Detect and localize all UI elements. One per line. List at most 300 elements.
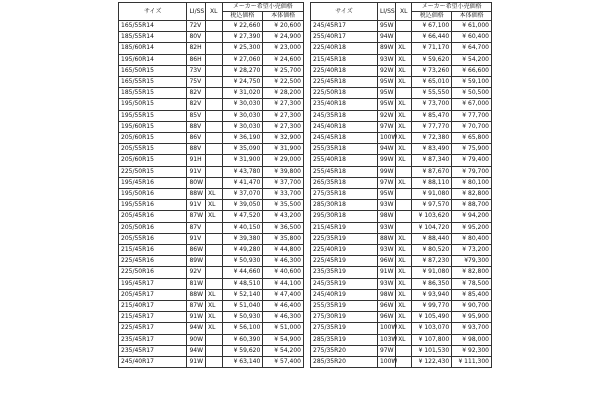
table-row — [119, 245, 304, 256]
price-base-cell: ¥ 111,300 — [452, 357, 492, 368]
price-base-cell: ¥ 44,100 — [263, 278, 304, 289]
load-speed-cell: 90W — [187, 334, 206, 345]
load-speed-cell: 98W — [377, 211, 395, 222]
load-speed-cell: 98W — [377, 289, 395, 300]
tire-size-cell: 235/45R17 — [119, 334, 187, 345]
xl-cell — [205, 43, 222, 54]
price-tax-incl-cell: ¥ 91,080 — [412, 267, 452, 278]
xl-cell: XL — [396, 301, 412, 312]
price-tax-incl-cell: ¥ 103,620 — [412, 211, 452, 222]
tire-size-cell: 205/45R17 — [119, 289, 187, 300]
price-tax-incl-cell: ¥ 87,340 — [412, 155, 452, 166]
xl-cell: XL — [205, 189, 222, 200]
load-speed-cell: 92W — [377, 65, 395, 76]
tire-size-cell: 235/40R18 — [311, 99, 378, 110]
tire-size-cell: 235/45R17 — [119, 345, 187, 356]
price-tax-incl-cell: ¥ 97,570 — [412, 200, 452, 211]
load-speed-cell: 96W — [377, 312, 395, 323]
tire-size-cell: 255/40R17 — [311, 32, 378, 43]
price-base-cell: ¥ 79,700 — [452, 166, 492, 177]
load-speed-cell: 92W — [377, 110, 395, 121]
tire-size-cell: 215/40R17 — [119, 301, 187, 312]
price-tax-incl-cell: ¥ 59,620 — [222, 345, 263, 356]
table-row — [311, 233, 492, 244]
tire-size-cell: 275/35R18 — [311, 189, 378, 200]
table-row — [119, 65, 304, 76]
load-speed-cell: 91W — [377, 267, 395, 278]
header-msrp: メーカー希望小売価格 — [412, 3, 492, 12]
price-tax-incl-cell: ¥ 91,080 — [412, 189, 452, 200]
table-row — [119, 301, 304, 312]
price-base-cell: ¥ 25,700 — [263, 65, 304, 76]
load-speed-cell: 91W — [187, 312, 206, 323]
xl-cell — [396, 200, 412, 211]
price-base-cell: ¥ 85,400 — [452, 289, 492, 300]
load-speed-cell: 97W — [377, 345, 395, 356]
xl-cell: XL — [396, 323, 412, 334]
xl-cell — [396, 21, 412, 32]
table-row — [311, 133, 492, 144]
xl-cell: XL — [396, 312, 412, 323]
price-base-cell: ¥ 98,000 — [452, 334, 492, 345]
price-tax-incl-cell: ¥ 104,720 — [412, 222, 452, 233]
load-speed-cell: 73V — [187, 65, 206, 76]
price-base-cell: ¥ 20,600 — [263, 21, 304, 32]
tire-size-cell: 255/35R19 — [311, 301, 378, 312]
load-speed-cell: 91V — [187, 233, 206, 244]
table-row — [119, 110, 304, 121]
xl-cell — [205, 155, 222, 166]
price-base-cell: ¥ 78,500 — [452, 278, 492, 289]
price-base-cell: ¥ 27,300 — [263, 99, 304, 110]
load-speed-cell: 93W — [377, 278, 395, 289]
load-speed-cell: 91V — [187, 200, 206, 211]
price-tax-incl-cell: ¥ 105,490 — [412, 312, 452, 323]
load-speed-cell: 87W — [187, 301, 206, 312]
table-body-right — [311, 21, 492, 368]
price-base-cell: ¥ 64,700 — [452, 43, 492, 54]
xl-cell — [205, 65, 222, 76]
tire-size-cell: 225/45R16 — [119, 256, 187, 267]
table-row — [311, 211, 492, 222]
price-base-cell: ¥ 39,800 — [263, 166, 304, 177]
price-base-cell: ¥ 54,900 — [263, 334, 304, 345]
price-tax-incl-cell: ¥ 86,350 — [412, 278, 452, 289]
price-base-cell: ¥ 40,600 — [263, 267, 304, 278]
xl-cell: XL — [205, 211, 222, 222]
price-base-cell: ¥ 37,700 — [263, 177, 304, 188]
table-row — [311, 312, 492, 323]
table-row — [311, 155, 492, 166]
table-row — [311, 121, 492, 132]
price-tax-incl-cell: ¥ 80,520 — [412, 245, 452, 256]
table-row — [311, 21, 492, 32]
xl-cell: XL — [396, 110, 412, 121]
xl-cell — [205, 54, 222, 65]
price-base-cell: ¥ 24,600 — [263, 54, 304, 65]
price-base-cell: ¥ 66,600 — [452, 65, 492, 76]
xl-cell: XL — [396, 245, 412, 256]
tire-size-cell: 195/60R15 — [119, 121, 187, 132]
tire-size-cell: 245/35R19 — [311, 278, 378, 289]
price-base-cell: ¥ 27,300 — [263, 110, 304, 121]
price-base-cell: ¥ 70,700 — [452, 121, 492, 132]
tire-size-cell: 225/45R17 — [119, 323, 187, 334]
tire-size-cell: 205/60R15 — [119, 155, 187, 166]
price-base-cell: ¥ 22,500 — [263, 77, 304, 88]
table-row — [311, 88, 492, 99]
header-li-ss: LI/SS — [187, 3, 206, 21]
price-tax-incl-cell: ¥ 41,470 — [222, 177, 263, 188]
load-speed-cell: 82V — [187, 88, 206, 99]
price-tax-incl-cell: ¥ 50,930 — [222, 256, 263, 267]
table-row — [119, 43, 304, 54]
xl-cell — [396, 88, 412, 99]
table-row — [119, 256, 304, 267]
load-speed-cell: 95W — [377, 88, 395, 99]
price-base-cell: ¥ 57,400 — [263, 357, 304, 368]
xl-cell — [205, 77, 222, 88]
xl-cell — [205, 110, 222, 121]
price-tax-incl-cell: ¥ 93,940 — [412, 289, 452, 300]
price-base-cell: ¥ 29,000 — [263, 155, 304, 166]
xl-cell — [205, 88, 222, 99]
tire-size-cell: 215/45R17 — [119, 312, 187, 323]
tire-size-cell: 245/40R18 — [311, 121, 378, 132]
table-row — [119, 189, 304, 200]
load-speed-cell: 81W — [187, 278, 206, 289]
load-speed-cell: 72V — [187, 21, 206, 32]
price-base-cell: ¥ 47,400 — [263, 289, 304, 300]
price-base-cell: ¥ 46,300 — [263, 256, 304, 267]
price-tax-incl-cell: ¥ 43,780 — [222, 166, 263, 177]
price-base-cell: ¥ 93,700 — [452, 323, 492, 334]
tire-size-cell: 215/45R18 — [311, 54, 378, 65]
price-tax-incl-cell: ¥ 107,800 — [412, 334, 452, 345]
load-speed-cell: 97W — [377, 121, 395, 132]
table-row — [119, 233, 304, 244]
load-speed-cell: 91W — [187, 357, 206, 368]
table-row — [311, 278, 492, 289]
load-speed-cell: 99W — [377, 166, 395, 177]
load-speed-cell: 85V — [187, 110, 206, 121]
table-row — [119, 32, 304, 43]
table-row — [119, 77, 304, 88]
tire-size-cell: 225/35R19 — [311, 233, 378, 244]
price-tax-incl-cell: ¥ 99,770 — [412, 301, 452, 312]
load-speed-cell: 94W — [187, 323, 206, 334]
xl-cell — [205, 121, 222, 132]
load-speed-cell: 86H — [187, 54, 206, 65]
xl-cell: XL — [396, 54, 412, 65]
tire-size-cell: 245/45R18 — [311, 133, 378, 144]
load-speed-cell: 95W — [377, 77, 395, 88]
price-base-cell: ¥ 88,700 — [452, 200, 492, 211]
tire-size-cell: 285/30R18 — [311, 200, 378, 211]
price-base-cell: ¥ 67,000 — [452, 99, 492, 110]
price-base-cell: ¥ 46,300 — [263, 312, 304, 323]
price-tax-incl-cell: ¥ 66,440 — [412, 32, 452, 43]
xl-cell: XL — [396, 334, 412, 345]
load-speed-cell: 88W — [187, 289, 206, 300]
xl-cell — [205, 245, 222, 256]
tire-size-cell: 235/35R19 — [311, 267, 378, 278]
price-tax-incl-cell: ¥ 88,440 — [412, 233, 452, 244]
load-speed-cell: 89W — [187, 256, 206, 267]
price-tax-incl-cell: ¥ 87,670 — [412, 166, 452, 177]
price-base-cell: ¥ 60,400 — [452, 32, 492, 43]
table-row — [311, 357, 492, 368]
table-row — [311, 222, 492, 233]
load-speed-cell: 91H — [187, 155, 206, 166]
xl-cell: XL — [396, 256, 412, 267]
load-speed-cell: 87V — [187, 222, 206, 233]
price-tax-incl-cell: ¥ 40,150 — [222, 222, 263, 233]
xl-cell: XL — [396, 133, 412, 144]
tire-size-cell: 165/55R15 — [119, 77, 187, 88]
xl-cell — [205, 177, 222, 188]
price-tax-incl-cell: ¥ 72,380 — [412, 133, 452, 144]
xl-cell: XL — [396, 267, 412, 278]
xl-cell — [396, 32, 412, 43]
tire-size-cell: 245/40R17 — [119, 357, 187, 368]
price-tax-incl-cell: ¥ 77,770 — [412, 121, 452, 132]
load-speed-cell: 86V — [187, 133, 206, 144]
table-row — [311, 301, 492, 312]
header-xl: XL — [205, 3, 222, 21]
tire-size-cell: 255/45R18 — [311, 166, 378, 177]
header-size: サイズ — [311, 3, 378, 21]
xl-cell — [205, 133, 222, 144]
tire-size-cell: 275/35R20 — [311, 345, 378, 356]
xl-cell: XL — [396, 77, 412, 88]
tire-size-cell: 215/45R16 — [119, 245, 187, 256]
table-row — [311, 144, 492, 155]
header-li-ss: LI/SS — [377, 3, 395, 21]
price-tax-incl-cell: ¥ 73,700 — [412, 99, 452, 110]
table-row — [119, 278, 304, 289]
table-row — [119, 177, 304, 188]
xl-cell: XL — [396, 155, 412, 166]
tire-size-cell: 245/45R17 — [311, 21, 378, 32]
xl-cell: XL — [396, 121, 412, 132]
table-row — [119, 334, 304, 345]
price-base-cell: ¥ 59,100 — [452, 77, 492, 88]
xl-cell: XL — [205, 312, 222, 323]
xl-cell: XL — [396, 289, 412, 300]
price-base-cell: ¥ 36,500 — [263, 222, 304, 233]
price-base-cell: ¥ 28,200 — [263, 88, 304, 99]
xl-cell — [396, 222, 412, 233]
price-tax-incl-cell: ¥ 55,550 — [412, 88, 452, 99]
price-tax-incl-cell: ¥ 88,110 — [412, 177, 452, 188]
load-speed-cell: 100W — [377, 357, 395, 368]
table-row — [119, 200, 304, 211]
xl-cell — [205, 233, 222, 244]
price-tax-incl-cell: ¥ 25,300 — [222, 43, 263, 54]
load-speed-cell: 100W — [377, 323, 395, 334]
table-row — [119, 144, 304, 155]
xl-cell — [205, 222, 222, 233]
table-row — [119, 155, 304, 166]
tire-size-cell: 225/45R18 — [311, 77, 378, 88]
table-row — [311, 65, 492, 76]
xl-cell — [205, 32, 222, 43]
load-speed-cell: 89W — [377, 43, 395, 54]
xl-cell — [205, 166, 222, 177]
load-speed-cell: 95W — [377, 21, 395, 32]
load-speed-cell: 82H — [187, 43, 206, 54]
tire-size-cell: 225/50R15 — [119, 166, 187, 177]
tire-size-cell: 225/50R18 — [311, 88, 378, 99]
xl-cell: XL — [396, 144, 412, 155]
price-tax-incl-cell: ¥ 56,100 — [222, 323, 263, 334]
table-row — [119, 289, 304, 300]
load-speed-cell: 95W — [377, 99, 395, 110]
price-base-cell: ¥ 82,800 — [452, 189, 492, 200]
tire-size-cell: 195/60R14 — [119, 54, 187, 65]
price-tax-incl-cell: ¥ 48,510 — [222, 278, 263, 289]
load-speed-cell: 92V — [187, 267, 206, 278]
xl-cell: XL — [205, 301, 222, 312]
header-base-price: 本体価格 — [263, 12, 304, 21]
load-speed-cell: 103W — [377, 334, 395, 345]
xl-cell: XL — [396, 177, 412, 188]
load-speed-cell: 93W — [377, 200, 395, 211]
table-row — [311, 323, 492, 334]
tire-size-cell: 295/30R18 — [311, 211, 378, 222]
xl-cell — [205, 345, 222, 356]
table-row — [311, 334, 492, 345]
price-tax-incl-cell: ¥ 50,930 — [222, 312, 263, 323]
xl-cell — [205, 334, 222, 345]
xl-cell — [396, 211, 412, 222]
tire-size-cell: 205/45R16 — [119, 211, 187, 222]
tire-size-cell: 195/45R17 — [119, 278, 187, 289]
xl-cell: XL — [396, 233, 412, 244]
xl-cell — [205, 144, 222, 155]
table-row — [119, 323, 304, 334]
load-speed-cell: 95W — [377, 189, 395, 200]
price-tax-incl-cell: ¥ 37,070 — [222, 189, 263, 200]
table-row — [119, 357, 304, 368]
price-base-cell: ¥ 77,700 — [452, 110, 492, 121]
tire-size-cell: 165/50R15 — [119, 65, 187, 76]
tire-size-cell: 225/50R16 — [119, 267, 187, 278]
price-base-cell: ¥ 35,800 — [263, 233, 304, 244]
price-tax-incl-cell: ¥ 51,040 — [222, 301, 263, 312]
xl-cell: XL — [205, 289, 222, 300]
price-base-cell: ¥ 94,200 — [452, 211, 492, 222]
table-row — [119, 54, 304, 65]
tire-size-cell: 195/50R15 — [119, 99, 187, 110]
load-speed-cell: 80V — [187, 32, 206, 43]
price-tax-incl-cell: ¥ 63,140 — [222, 357, 263, 368]
tire-size-cell: 185/55R15 — [119, 88, 187, 99]
load-speed-cell: 80W — [187, 177, 206, 188]
tire-size-cell: 215/45R19 — [311, 222, 378, 233]
price-base-cell: ¥ 35,500 — [263, 200, 304, 211]
price-base-cell: ¥79,300 — [452, 256, 492, 267]
table-row — [311, 177, 492, 188]
price-tax-incl-cell: ¥ 28,270 — [222, 65, 263, 76]
load-speed-cell: 100W — [377, 133, 395, 144]
tire-size-cell: 225/40R18 — [311, 65, 378, 76]
tire-size-cell: 255/35R18 — [311, 144, 378, 155]
price-base-cell: ¥ 61,000 — [452, 21, 492, 32]
price-tax-incl-cell: ¥ 31,020 — [222, 88, 263, 99]
price-base-cell: ¥ 65,800 — [452, 133, 492, 144]
price-base-cell: ¥ 46,400 — [263, 301, 304, 312]
load-speed-cell: 91V — [187, 166, 206, 177]
table-row — [119, 121, 304, 132]
price-tax-incl-cell: ¥ 122,430 — [412, 357, 452, 368]
tire-size-cell: 225/45R19 — [311, 256, 378, 267]
table-row — [311, 189, 492, 200]
xl-cell: XL — [396, 43, 412, 54]
price-tax-incl-cell: ¥ 36,190 — [222, 133, 263, 144]
xl-cell — [396, 166, 412, 177]
price-tax-incl-cell: ¥ 39,380 — [222, 233, 263, 244]
price-tax-incl-cell: ¥ 103,070 — [412, 323, 452, 334]
price-tax-incl-cell: ¥ 65,010 — [412, 77, 452, 88]
table-row — [311, 245, 492, 256]
load-speed-cell: 93W — [377, 222, 395, 233]
tire-size-cell: 205/60R15 — [119, 133, 187, 144]
tire-size-cell: 245/40R19 — [311, 289, 378, 300]
xl-cell: XL — [396, 65, 412, 76]
price-tax-incl-cell: ¥ 52,140 — [222, 289, 263, 300]
price-base-cell: ¥ 33,700 — [263, 189, 304, 200]
load-speed-cell: 93W — [377, 54, 395, 65]
price-tax-incl-cell: ¥ 27,060 — [222, 54, 263, 65]
load-speed-cell: 96W — [377, 301, 395, 312]
price-base-cell: ¥ 50,500 — [452, 88, 492, 99]
tire-size-cell: 195/55R15 — [119, 110, 187, 121]
table-row — [119, 222, 304, 233]
load-speed-cell: 96W — [377, 256, 395, 267]
tire-size-cell: 285/35R19 — [311, 334, 378, 345]
price-base-cell: ¥ 73,200 — [452, 245, 492, 256]
table-row — [311, 32, 492, 43]
price-tax-incl-cell: ¥ 30,030 — [222, 110, 263, 121]
tire-size-cell: 275/30R19 — [311, 312, 378, 323]
price-tax-incl-cell: ¥ 44,660 — [222, 267, 263, 278]
load-speed-cell: 94W — [377, 32, 395, 43]
price-tax-incl-cell: ¥ 39,050 — [222, 200, 263, 211]
load-speed-cell: 94W — [377, 144, 395, 155]
xl-cell — [205, 99, 222, 110]
tire-size-cell: 185/60R14 — [119, 43, 187, 54]
tire-size-cell: 275/35R19 — [311, 323, 378, 334]
table-row — [311, 54, 492, 65]
load-speed-cell: 88W — [377, 233, 395, 244]
price-table-left — [118, 2, 304, 368]
price-tax-incl-cell: ¥ 27,390 — [222, 32, 263, 43]
table-row — [311, 77, 492, 88]
table-row — [119, 345, 304, 356]
xl-cell — [205, 357, 222, 368]
price-tax-incl-cell: ¥ 85,470 — [412, 110, 452, 121]
price-tax-incl-cell: ¥ 47,520 — [222, 211, 263, 222]
xl-cell: XL — [396, 278, 412, 289]
tire-size-cell: 205/55R15 — [119, 144, 187, 155]
table-row — [119, 211, 304, 222]
table-row — [119, 267, 304, 278]
price-tax-incl-cell: ¥ 30,030 — [222, 99, 263, 110]
price-tax-incl-cell: ¥ 24,750 — [222, 77, 263, 88]
price-base-cell: ¥ 90,700 — [452, 301, 492, 312]
